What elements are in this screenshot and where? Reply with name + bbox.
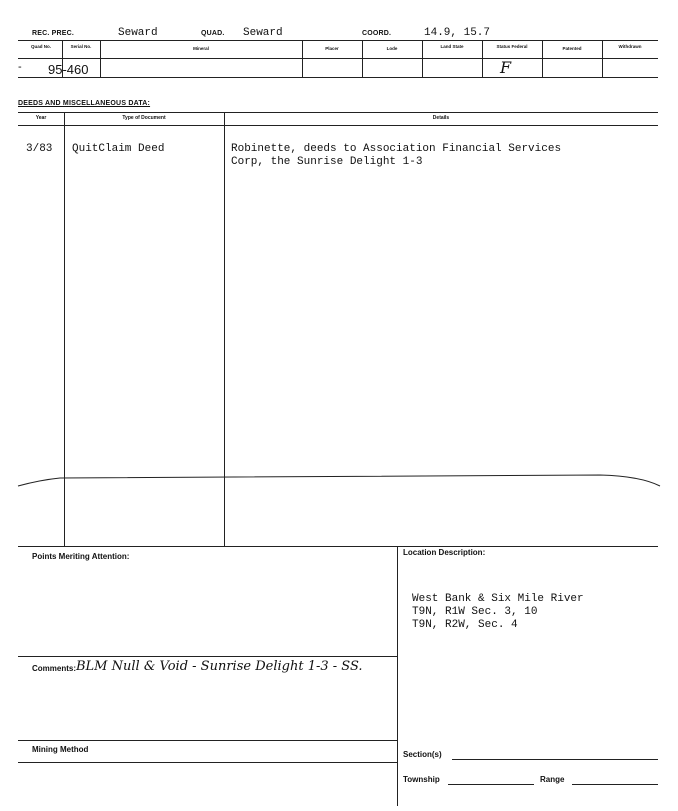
points-meriting-attention-label: Points Meriting Attention: (32, 552, 130, 561)
bottom-section-top-rule (18, 546, 658, 547)
col-land-state: Land State (440, 44, 464, 49)
claim-col-divider (302, 40, 303, 77)
deeds-section-title: DEEDS AND MISCELLANEOUS DATA: (18, 100, 151, 107)
col-year: Year (35, 115, 47, 121)
col-status-federal: Status Federal (496, 44, 528, 49)
bottom-section-divider (397, 546, 398, 806)
deed-details-line1: Robinette, deeds to Association Financial Services (231, 143, 562, 155)
row-dash: - (18, 61, 22, 73)
comments-label: Comments: (32, 664, 77, 673)
deed-type: QuitClaim Deed (72, 143, 165, 155)
deeds-header-bottom-rule (18, 125, 658, 126)
col-patented: Patented (562, 46, 582, 51)
rec-prec-label: REC. PREC. (32, 30, 75, 37)
location-description-label: Location Description: (403, 548, 486, 557)
col-mineral: Mineral (193, 46, 209, 51)
sections-label: Section(s) (403, 750, 442, 759)
mining-top-rule (18, 740, 397, 741)
claim-col-divider (602, 40, 603, 77)
col-quad-no: Quad No. (31, 44, 51, 49)
quad-value: Seward (243, 27, 283, 39)
coord-value: 14.9, 15.7 (424, 27, 491, 39)
sections-fill-line (452, 759, 658, 760)
rec-prec-value: Seward (118, 27, 158, 39)
claim-table-bottom-rule (18, 77, 658, 78)
claim-col-divider (362, 40, 363, 77)
comments-top-rule (18, 656, 397, 657)
col-lode: Lode (386, 46, 398, 51)
deed-year: 3/83 (26, 143, 53, 155)
claim-col-divider (542, 40, 543, 77)
col-details: Details (432, 115, 450, 121)
township-fill-line (448, 784, 534, 785)
col-type-of-document: Type of Document (122, 115, 166, 121)
claim-col-divider (422, 40, 423, 77)
serial-value: 95-460 (48, 62, 89, 77)
status-federal-mark: F (500, 58, 512, 77)
claim-col-divider (482, 40, 483, 77)
township-label: Township (403, 775, 440, 784)
mining-method-label: Mining Method (32, 745, 89, 754)
claim-table-header-rule (18, 58, 658, 59)
col-withdrawn: Withdrawn (618, 44, 642, 49)
coord-label: COORD. (362, 30, 392, 37)
location-line1: West Bank & Six Mile River (412, 593, 584, 605)
page-fold-line (0, 470, 678, 494)
claim-table-top-rule (18, 40, 658, 41)
claim-col-divider (100, 40, 101, 77)
range-label: Range (540, 775, 565, 784)
quad-label: QUAD. (201, 30, 225, 37)
col-placer: Placer (325, 46, 339, 51)
mining-bottom-rule (18, 762, 397, 763)
location-line3: T9N, R2W, Sec. 4 (412, 619, 518, 631)
location-line2: T9N, R1W Sec. 3, 10 (412, 606, 538, 618)
deeds-header-top-rule (18, 112, 658, 113)
range-fill-line (572, 784, 658, 785)
comments-value: BLM Null & Void - Sunrise Delight 1-3 - SS. (76, 659, 363, 674)
deed-details-line2: Corp, the Sunrise Delight 1-3 (231, 156, 423, 168)
col-serial-no: Serial No. (70, 44, 92, 49)
